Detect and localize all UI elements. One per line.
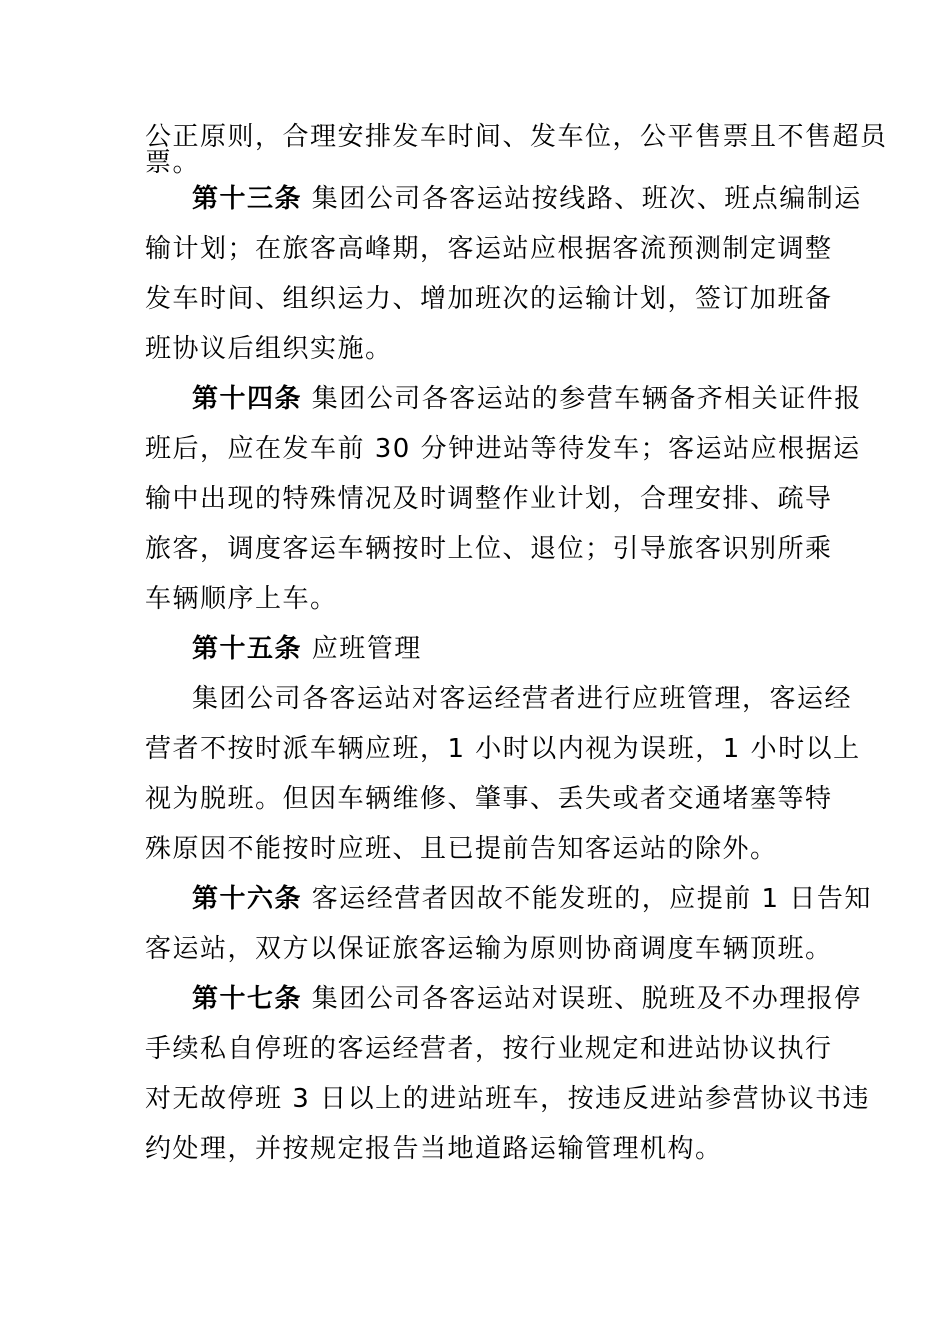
text-line: 客运站，双方以保证旅客运输为原则协商调度车辆顶班。 [145, 934, 833, 964]
text-line: 集团公司各客运站按线路、班次、班点编制运 [302, 184, 862, 214]
article-14-heading: 第十四条 [192, 384, 303, 414]
text-line: 殊原因不能按时应班、且已提前告知客运站的除外。 [145, 834, 778, 864]
text-line: 营者不按时派车辆应班，1 小时以内视为误班，1 小时以上 [145, 734, 861, 764]
article-15-heading: 第十五条 [192, 634, 303, 664]
text-line: 班后，应在发车前 30 分钟进站等待发车；客运站应根据运 [145, 434, 861, 464]
text-line: 输中出现的特殊情况及时调整作业计划，合理安排、疏导 [145, 484, 833, 514]
text-line: 集团公司各客运站的参营车辆备齐相关证件报 [302, 384, 862, 414]
text-line: 输计划；在旅客高峰期，客运站应根据客流预测制定调整 [145, 234, 833, 264]
text-line: 应班管理 [302, 634, 422, 664]
text-line: 票。 [145, 148, 201, 178]
text-line: 视为脱班。但因车辆维修、肇事、丢失或者交通堵塞等特 [145, 784, 833, 814]
text-line: 对无故停班 3 日以上的进站班车，按违反进站参营协议书违 [145, 1084, 871, 1114]
article-17-heading: 第十七条 [192, 984, 303, 1014]
text-line: 班协议后组织实施。 [145, 334, 393, 364]
article-15-paragraph [192, 634, 812, 664]
text-line: 旅客，调度客运车辆按时上位、退位；引导旅客识别所乘 [145, 534, 833, 564]
text-line: 约处理，并按规定报告当地道路运输管理机构。 [145, 1134, 723, 1164]
article-13-heading: 第十三条 [192, 184, 303, 214]
article-13-paragraph [192, 184, 862, 214]
text-line: 车辆顺序上车。 [145, 584, 338, 614]
article-14-paragraph [192, 384, 862, 414]
text-line: 客运经营者因故不能发班的，应提前 1 日告知 [302, 884, 872, 914]
text-line: 集团公司各客运站对客运经营者进行应班管理，客运经 [192, 684, 853, 714]
text-line: 集团公司各客运站对误班、脱班及不办理报停 [302, 984, 862, 1014]
text-line: 发车时间、组织运力、增加班次的运输计划，签订加班备 [145, 284, 833, 314]
article-16-paragraph [192, 884, 872, 914]
article-17-paragraph [192, 984, 862, 1014]
text-line: 公正原则，合理安排发车时间、发车位，公平售票且不售超员 [145, 122, 888, 152]
article-16-heading: 第十六条 [192, 884, 303, 914]
text-line: 手续私自停班的客运经营者，按行业规定和进站协议执行 [145, 1034, 833, 1064]
